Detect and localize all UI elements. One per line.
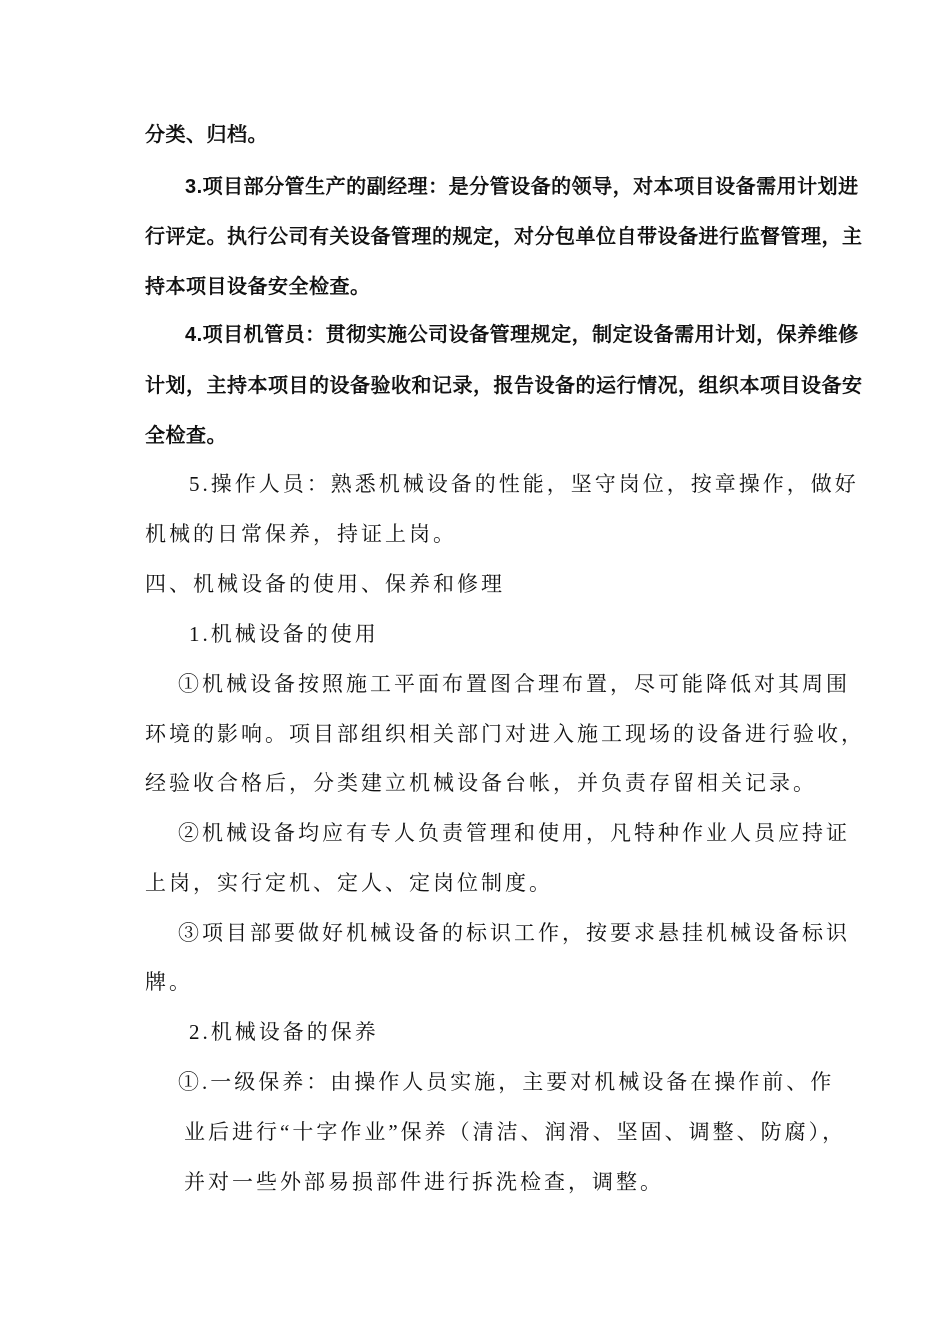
text-line: 持本项目设备安全检查。 — [145, 276, 371, 298]
text-line: 上岗，实行定机、定人、定岗位制度。 — [145, 871, 553, 895]
text-line: ①.一级保养：由操作人员实施，主要对机械设备在操作前、作 — [178, 1070, 835, 1094]
subsection-heading: 1.机械设备的使用 — [189, 622, 379, 646]
text-line: 业后进行“十字作业”保养（清洁、润滑、坚固、调整、防腐）， — [184, 1120, 847, 1144]
text-line: 机械的日常保养，持证上岗。 — [145, 522, 457, 546]
text-line: ②机械设备均应有专人负责管理和使用，凡特种作业人员应持证 — [178, 821, 850, 845]
text-line: 牌。 — [145, 970, 193, 994]
text-line: 3.项目部分管生产的副经理：是分管设备的领导，对本项目设备需用计划进 — [185, 176, 859, 198]
text-line: 计划，主持本项目的设备验收和记录，报告设备的运行情况，组织本项目设备安 — [145, 375, 863, 397]
text-line: ③项目部要做好机械设备的标识工作，按要求悬挂机械设备标识 — [178, 921, 850, 945]
text-line: 环境的影响。项目部组织相关部门对进入施工现场的设备进行验收， — [145, 722, 865, 746]
section-heading: 四、机械设备的使用、保养和修理 — [145, 572, 505, 596]
text-line: 分类、归档。 — [145, 124, 268, 146]
text-line: ①机械设备按照施工平面布置图合理布置，尽可能降低对其周围 — [178, 672, 850, 696]
text-line: 经验收合格后，分类建立机械设备台帐，并负责存留相关记录。 — [145, 771, 817, 795]
text-line: 4.项目机管员：贯彻实施公司设备管理规定，制定设备需用计划，保养维修 — [185, 324, 859, 346]
text-line: 并对一些外部易损部件进行拆洗检查，调整。 — [184, 1170, 664, 1194]
text-line: 5.操作人员：熟悉机械设备的性能，坚守岗位，按章操作，做好 — [189, 472, 859, 496]
text-line: 行评定。执行公司有关设备管理的规定，对分包单位自带设备进行监督管理，主 — [145, 226, 863, 248]
subsection-heading: 2.机械设备的保养 — [189, 1020, 379, 1044]
text-line: 全检查。 — [145, 425, 227, 447]
